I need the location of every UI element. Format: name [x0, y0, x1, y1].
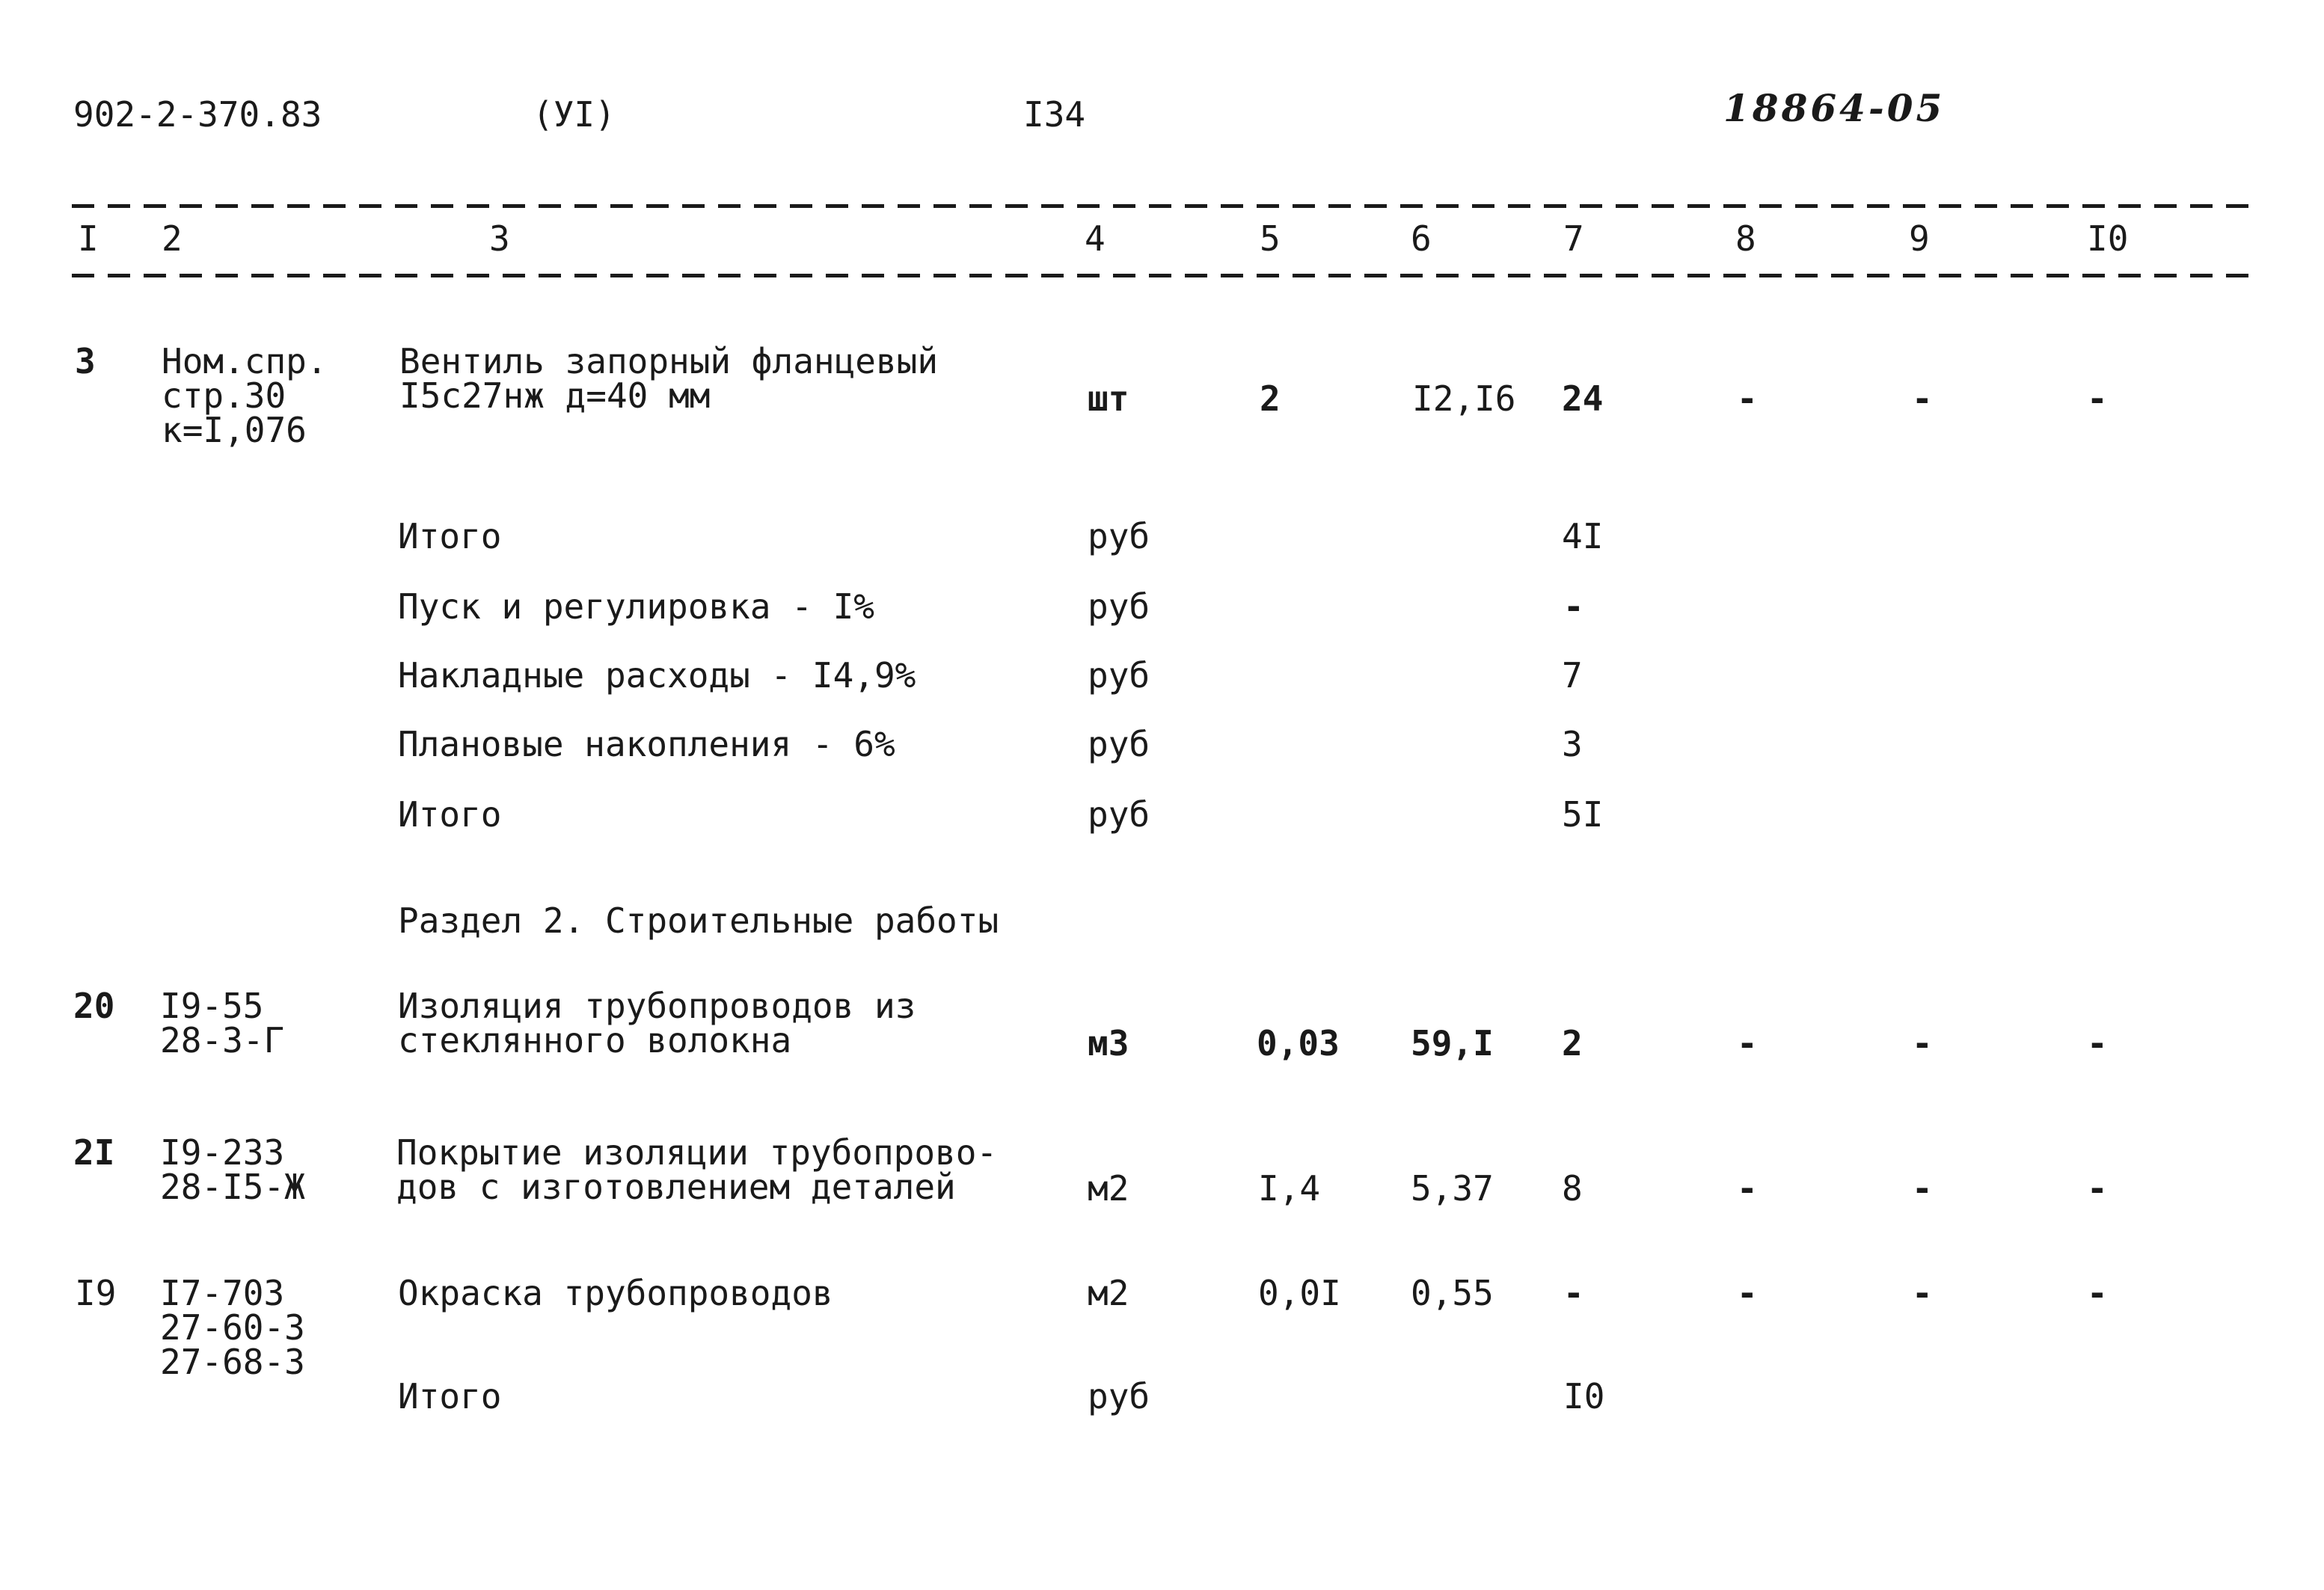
column-header-8: 8	[1735, 218, 1756, 259]
row-coating-total: 8	[1562, 1168, 1583, 1209]
row-insulation-total: 2	[1562, 1023, 1583, 1063]
row-valve-name: Вентиль запорный фланцевый I5с27нж д=40 мм	[399, 341, 939, 416]
row-painting-col8: -	[1737, 1273, 1758, 1313]
row-valve-col9: -	[1912, 378, 1933, 419]
overhead-label: Накладные расходы - I4,9%	[398, 655, 916, 696]
row-painting-quantity: 0,0I	[1258, 1273, 1341, 1313]
row-coating-price: 5,37	[1411, 1168, 1494, 1209]
row-coating-number: 2I	[73, 1132, 115, 1173]
column-header-9: 9	[1909, 218, 1930, 259]
row-valve-col8: -	[1737, 378, 1758, 419]
subtotal-1-unit: руб	[1088, 516, 1150, 556]
total-2-unit: руб	[1088, 1376, 1150, 1416]
row-coating-col8: -	[1737, 1168, 1758, 1209]
overhead-unit: руб	[1088, 655, 1150, 696]
savings-label: Плановые накопления - 6%	[398, 724, 895, 764]
row-insulation-code: I9-55 28-3-Г	[160, 986, 285, 1060]
row-painting-unit: м2	[1088, 1273, 1129, 1313]
row-insulation-name: Изоляция трубопроводов из стеклянного волокна	[398, 986, 916, 1060]
column-header-2: 2	[162, 218, 183, 259]
row-painting-name: Окраска трубопроводов	[398, 1273, 833, 1313]
total-2-label: Итого	[398, 1376, 502, 1416]
total-1-value: 5I	[1562, 794, 1604, 835]
row-coating-code: I9-233 28-I5-Ж	[160, 1132, 305, 1207]
startup-value: -	[1563, 586, 1584, 627]
row-painting-total: -	[1563, 1273, 1584, 1313]
page-number: I34	[1023, 94, 1086, 135]
savings-value: 3	[1562, 724, 1583, 764]
row-valve-unit: шт	[1088, 378, 1129, 419]
row-coating-name: Покрытие изоляции трубопрово- дов с изготовлением деталей	[396, 1132, 998, 1207]
row-valve-quantity: 2	[1260, 378, 1281, 419]
column-header-6: 6	[1411, 218, 1432, 259]
header-bottom-rule	[72, 274, 2262, 277]
row-insulation-price: 59,I	[1411, 1023, 1494, 1063]
section-2-title: Раздел 2. Строительные работы	[398, 900, 999, 941]
startup-label: Пуск и регулировка - I%	[398, 586, 874, 627]
total-2-value: I0	[1563, 1376, 1605, 1416]
row-coating-col9: -	[1912, 1168, 1933, 1209]
column-header-7: 7	[1563, 218, 1584, 259]
handwritten-registration-number: 18864-05	[1723, 86, 1946, 130]
document-number: 902-2-370.83	[73, 94, 322, 135]
row-valve-price: I2,I6	[1412, 378, 1516, 419]
row-painting-col9: -	[1912, 1273, 1933, 1313]
row-painting-number: I9	[75, 1273, 117, 1313]
row-valve-total: 24	[1562, 378, 1604, 419]
row-coating-quantity: I,4	[1258, 1168, 1321, 1209]
row-coating-col10: -	[2087, 1168, 2108, 1209]
volume-label: (УI)	[533, 94, 616, 135]
row-insulation-col9: -	[1912, 1023, 1933, 1063]
row-painting-col10: -	[2087, 1273, 2108, 1313]
row-insulation-number: 20	[73, 986, 115, 1026]
overhead-value: 7	[1562, 655, 1583, 696]
total-1-label: Итого	[398, 794, 502, 835]
column-header-3: 3	[489, 218, 510, 259]
row-insulation-unit: м3	[1088, 1023, 1129, 1063]
row-valve-col10: -	[2087, 378, 2108, 419]
row-insulation-col8: -	[1737, 1023, 1758, 1063]
row-coating-unit: м2	[1088, 1168, 1129, 1209]
row-insulation-quantity: 0,03	[1257, 1023, 1340, 1063]
row-valve-code: Ном.спр. стр.30 к=I,076	[162, 341, 328, 450]
column-header-4: 4	[1085, 218, 1106, 259]
subtotal-1-value: 4I	[1562, 516, 1604, 556]
total-1-unit: руб	[1088, 794, 1150, 835]
column-header-5: 5	[1260, 218, 1281, 259]
header-top-rule	[72, 204, 2262, 208]
row-valve-number: 3	[75, 341, 96, 381]
startup-unit: руб	[1088, 586, 1150, 627]
savings-unit: руб	[1088, 724, 1150, 764]
row-painting-price: 0,55	[1411, 1273, 1494, 1313]
column-header-10: I0	[2087, 218, 2129, 259]
column-header-1: I	[78, 218, 99, 259]
row-painting-code: I7-703 27-60-3 27-68-3	[160, 1273, 305, 1382]
row-insulation-col10: -	[2087, 1023, 2108, 1063]
subtotal-1-label: Итого	[398, 516, 502, 556]
